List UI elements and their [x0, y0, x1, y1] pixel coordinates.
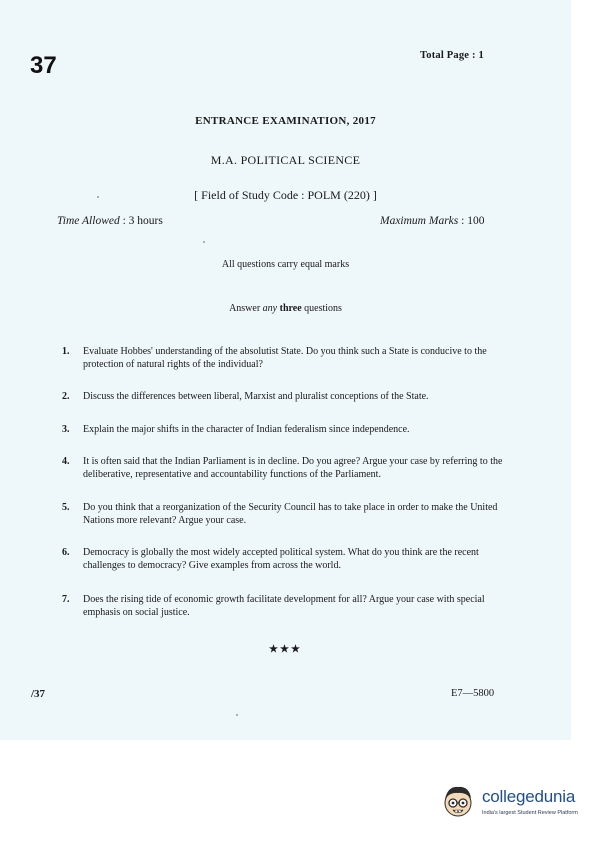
maximum-marks — [380, 215, 484, 227]
answer-suffix: questions — [304, 303, 342, 314]
marks-label: Maximum Marks — [380, 215, 459, 227]
question-number: 7. — [62, 594, 70, 605]
question-number: 1. — [62, 346, 70, 357]
answer-instruction — [0, 303, 571, 314]
question-7 — [62, 593, 507, 619]
time-allowed — [57, 215, 163, 227]
question-number: 3. — [62, 424, 70, 435]
field-of-study: [ Field of Study Code : POLM (220) ] — [194, 188, 377, 202]
total-pages: Total Page : 1 — [420, 50, 484, 61]
question-2 — [62, 390, 507, 403]
collegedunia-tagline: India's largest Student Review Platform — [482, 810, 578, 816]
marks-value: : 100 — [461, 215, 485, 227]
question-1 — [62, 345, 507, 371]
answer-any: any — [262, 303, 278, 314]
answer-prefix: Answer — [229, 303, 261, 314]
exam-title: ENTRANCE EXAMINATION, 2017 — [195, 115, 376, 127]
question-6 — [62, 546, 507, 572]
student-face-logo-icon — [438, 781, 478, 821]
equal-marks-note: All questions carry equal marks — [221, 259, 350, 270]
scan-speck — [203, 241, 205, 243]
question-text: Democracy is globally the most widely accepted political system. What do you think are the recent challenges to democracy? Give examples from across the world. — [83, 547, 479, 571]
time-value: : 3 hours — [122, 215, 163, 227]
question-text: Discuss the differences between liberal, Marxist and pluralist conceptions of the State. — [83, 391, 429, 402]
collegedunia-wordmark: collegedunia — [482, 787, 576, 806]
question-number: 6. — [62, 547, 70, 558]
question-text: Does the rising tide of economic growth facilitate development for all? Argue your case with special emphasis on social justice. — [83, 594, 485, 618]
answer-count: three — [279, 303, 302, 314]
footer-serial: E7—5800 — [451, 688, 495, 699]
question-text: It is often said that the Indian Parliament is in decline. Do you agree? Argue your case by referring to the deliberative, representative and accountability functions of the Parliament. — [83, 456, 503, 480]
paper-code: 37 — [30, 52, 57, 79]
question-number: 5. — [62, 502, 70, 513]
collegedunia-watermark — [438, 781, 588, 823]
question-4 — [62, 455, 507, 481]
end-of-paper-mark: ★★★ — [269, 644, 302, 655]
course-title: M.A. POLITICAL SCIENCE — [210, 153, 361, 167]
scan-speck — [97, 196, 99, 198]
time-label: Time Allowed — [57, 215, 120, 227]
footer-code: /37 — [31, 688, 46, 700]
question-number: 2. — [62, 391, 70, 402]
question-3 — [62, 423, 507, 436]
question-text: Explain the major shifts in the character of Indian federalism since independence. — [83, 424, 410, 435]
scan-speck — [236, 714, 238, 716]
question-number: 4. — [62, 456, 70, 467]
question-text: Evaluate Hobbes' understanding of the absolutist State. Do you think such a State is conducive to the protection of natural rights of the individual? — [83, 346, 487, 370]
question-text: Do you think that a reorganization of the Security Council has to take place in order to make the United Nations more relevant? Argue your case. — [83, 502, 498, 526]
question-5 — [62, 501, 507, 527]
